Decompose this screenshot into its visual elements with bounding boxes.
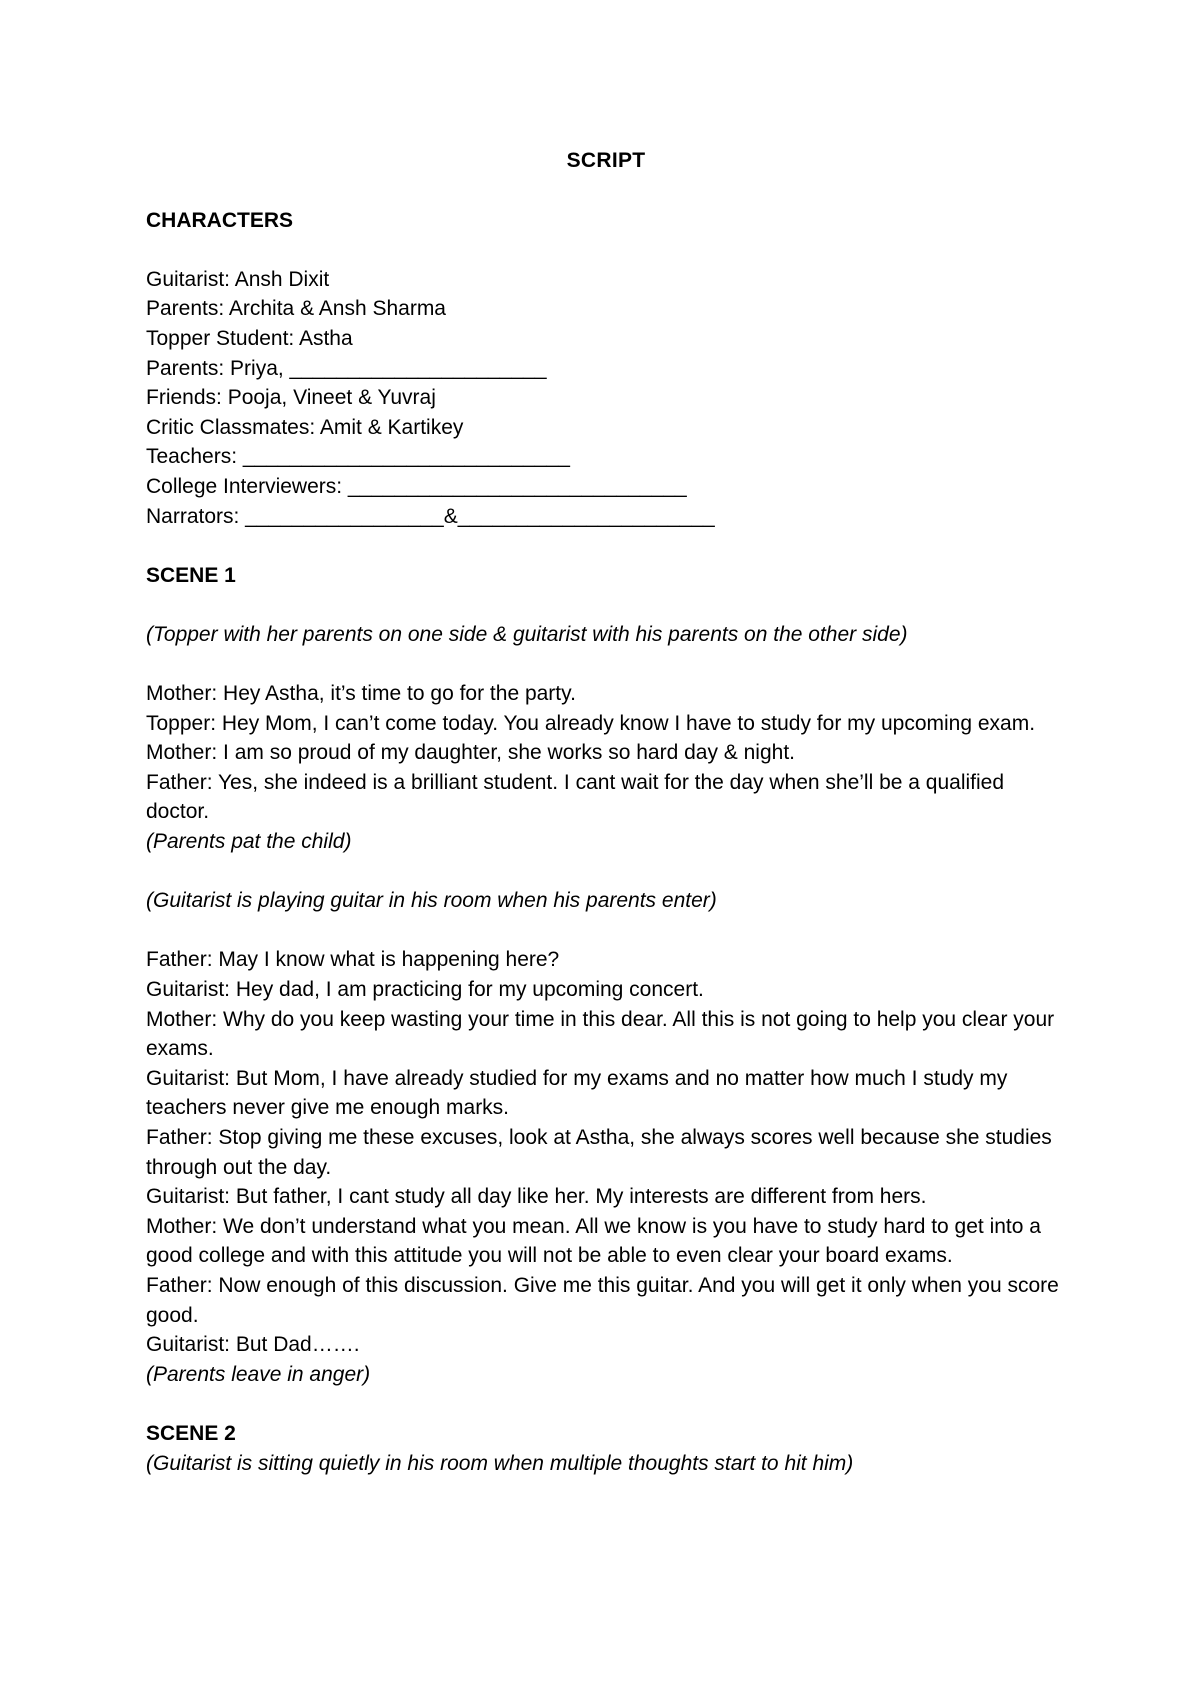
spacer [146,235,1066,265]
character-line: Parents: Archita & Ansh Sharma [146,297,446,321]
dialogue-line: Guitarist: But Dad……. [146,1333,360,1357]
stage-direction: (Guitarist is playing guitar in his room when his parents enter) [146,889,717,913]
character-line: Parents: Priya, ______________________ [146,356,547,380]
stage-direction: (Guitarist is sitting quietly in his room when multiple thoughts start to hit him) [146,1451,854,1475]
dialogue-line: Father: May I know what is happening here? [146,948,560,972]
character-line: Teachers: ____________________________ [146,445,570,469]
spacer [146,590,1066,620]
dialogue-line: Father: Now enough of this discussion. Give me this guitar. And you will get it only when you score good. [146,1273,1065,1327]
dialogue-line: Topper: Hey Mom, I can’t come today. You already know I have to study for my upcoming exam. [146,711,1036,735]
dialogue-line: Guitarist: Hey dad, I am practicing for my upcoming concert. [146,978,704,1002]
stage-direction: (Parents pat the child) [146,830,352,854]
characters-list [146,265,1066,531]
dialogue-line: Guitarist: But Mom, I have already studied for my exams and no matter how much I study my teachers never give me enough marks. [146,1066,1014,1120]
spacer [146,650,1066,680]
dialogue-line: Mother: Hey Astha, it’s time to go for the party. [146,682,576,706]
characters-heading: CHARACTERS [146,208,293,232]
page-title: SCRIPT [566,149,646,172]
dialogue-block [146,679,1066,857]
spacer [146,916,1066,946]
scene-2-heading: SCENE 2 [146,1421,236,1445]
character-line: Guitarist: Ansh Dixit [146,267,330,291]
script-content [146,146,1066,1478]
spacer [146,857,1066,887]
character-line: Topper Student: Astha [146,326,353,350]
dialogue-block [146,945,1066,1389]
dialogue-line: Guitarist: But father, I cant study all day like her. My interests are different from hers. [146,1185,927,1209]
dialogue-line: Mother: We don’t understand what you mean. All we know is you have to study hard to get into a good college and with this attitude you will not be able to even clear your board exams. [146,1214,1047,1268]
dialogue-line: Mother: Why do you keep wasting your time in this dear. All this is not going to help you clear your exams. [146,1007,1060,1061]
character-line: Friends: Pooja, Vineet & Yuvraj [146,386,436,410]
dialogue-line: Father: Yes, she indeed is a brilliant student. I cant wait for the day when she’ll be a qualified doctor. [146,770,1010,824]
spacer [146,1389,1066,1419]
stage-direction: (Parents leave in anger) [146,1362,371,1386]
scene-1-heading: SCENE 1 [146,563,236,587]
character-line: Narrators: _________________&______________________ [146,504,715,528]
stage-direction: (Topper with her parents on one side & guitarist with his parents on the other side) [146,622,908,646]
spacer [146,176,1066,206]
character-line: College Interviewers: _____________________________ [146,474,687,498]
dialogue-line: Mother: I am so proud of my daughter, she works so hard day & night. [146,741,796,765]
spacer [146,531,1066,561]
dialogue-line: Father: Stop giving me these excuses, look at Astha, she always scores well because she studies through out the day. [146,1126,1058,1179]
character-line: Critic Classmates: Amit & Kartikey [146,415,464,439]
